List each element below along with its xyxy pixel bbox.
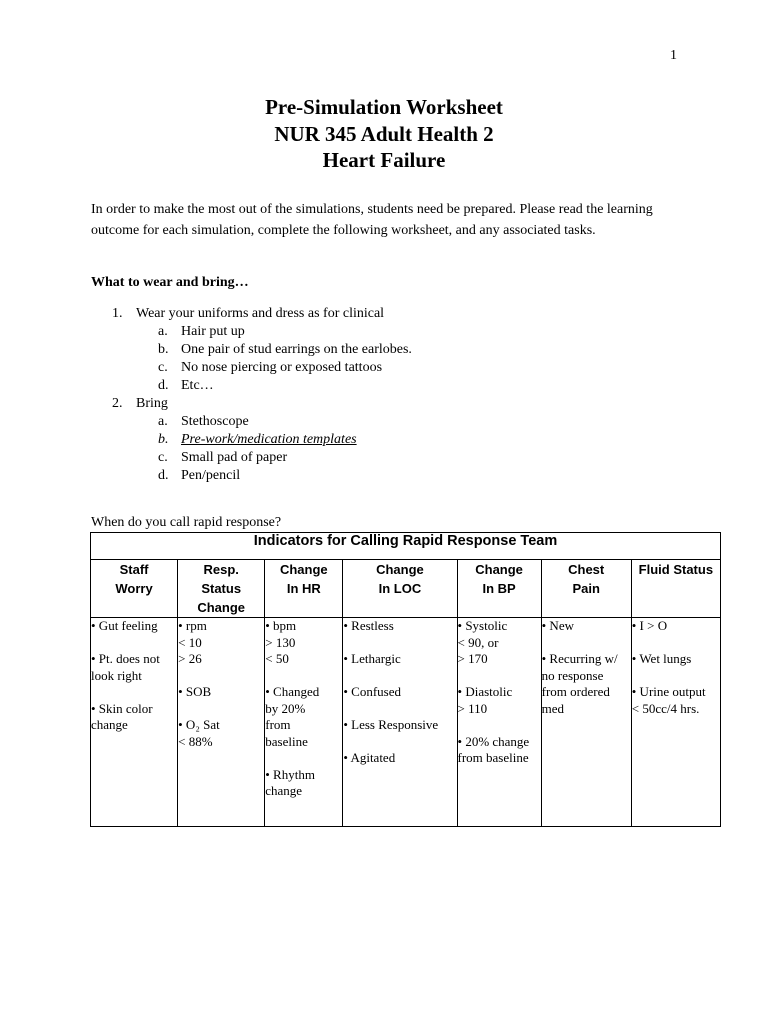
- title-line-3: Heart Failure: [322, 148, 446, 172]
- list-marker: c.: [158, 360, 168, 375]
- list-marker: d.: [158, 378, 169, 393]
- cell-change-hr: • bpm > 130 < 50 • Changed by 20% from baseline • Rhythm change: [265, 618, 343, 827]
- header-chest-pain: Chest Pain: [541, 560, 631, 618]
- list-marker: b.: [158, 432, 169, 447]
- cell-change-bp: • Systolic < 90, or > 170 • Diastolic > 110 • 20% change from baseline: [457, 618, 541, 827]
- list-marker: c.: [158, 450, 168, 465]
- cell-fluid-status: • I > O • Wet lungs • Urine output < 50cc/4 hrs.: [631, 618, 720, 827]
- cell-staff-worry: • Gut feeling • Pt. does not look right • Skin color change: [91, 618, 178, 827]
- list-text: No nose piercing or exposed tattoos: [181, 360, 383, 375]
- list-text: One pair of stud earrings on the earlobes.: [181, 342, 412, 357]
- title-line-1: Pre-Simulation Worksheet: [265, 95, 503, 119]
- cell-chest-pain: • New • Recurring w/ no response from ordered med: [541, 618, 631, 827]
- list-marker: a.: [158, 324, 168, 339]
- rapid-response-question: When do you call rapid response?: [91, 515, 282, 530]
- list-text: Pen/pencil: [181, 468, 241, 483]
- wear-bring-heading: What to wear and bring…: [91, 275, 249, 290]
- intro-paragraph: In order to make the most out of the simulations, students need be prepared. Please read the learning outcome for each simulation, complete the following worksheet, and any associated tasks.: [91, 202, 653, 238]
- list-text: Wear your uniforms and dress as for clinical: [136, 306, 385, 321]
- cell-resp-status: • rpm < 10 > 26 • SOB • O₂ Sat < 88%: [178, 618, 265, 827]
- header-change-bp: Change In BP: [457, 560, 541, 618]
- list-marker: 2.: [112, 396, 123, 411]
- header-change-loc: Change In LOC: [343, 560, 457, 618]
- page-number: 1: [670, 48, 677, 63]
- list-marker: a.: [158, 414, 168, 429]
- list-text: Hair put up: [181, 324, 245, 339]
- header-resp-status: Resp. Status Change: [178, 560, 265, 618]
- list-text: Pre-work/medication templates: [181, 432, 357, 447]
- header-fluid-status: Fluid Status: [631, 560, 720, 618]
- rapid-response-table: [90, 532, 721, 827]
- header-change-hr: Change In HR: [265, 560, 343, 618]
- table-title: Indicators for Calling Rapid Response Team: [91, 533, 721, 560]
- header-staff-worry: Staff Worry: [91, 560, 178, 618]
- list-marker: b.: [158, 342, 169, 357]
- list-text: Stethoscope: [181, 414, 249, 429]
- list-text: Bring: [136, 396, 168, 411]
- title-line-2: NUR 345 Adult Health 2: [274, 121, 494, 146]
- list-marker: d.: [158, 468, 169, 483]
- document-title: [0, 94, 768, 174]
- list-marker: 1.: [112, 306, 123, 321]
- list-text: Small pad of paper: [181, 450, 288, 465]
- cell-change-loc: • Restless • Lethargic • Confused • Less Responsive • Agitated: [343, 618, 457, 827]
- list-text: Etc…: [181, 378, 214, 393]
